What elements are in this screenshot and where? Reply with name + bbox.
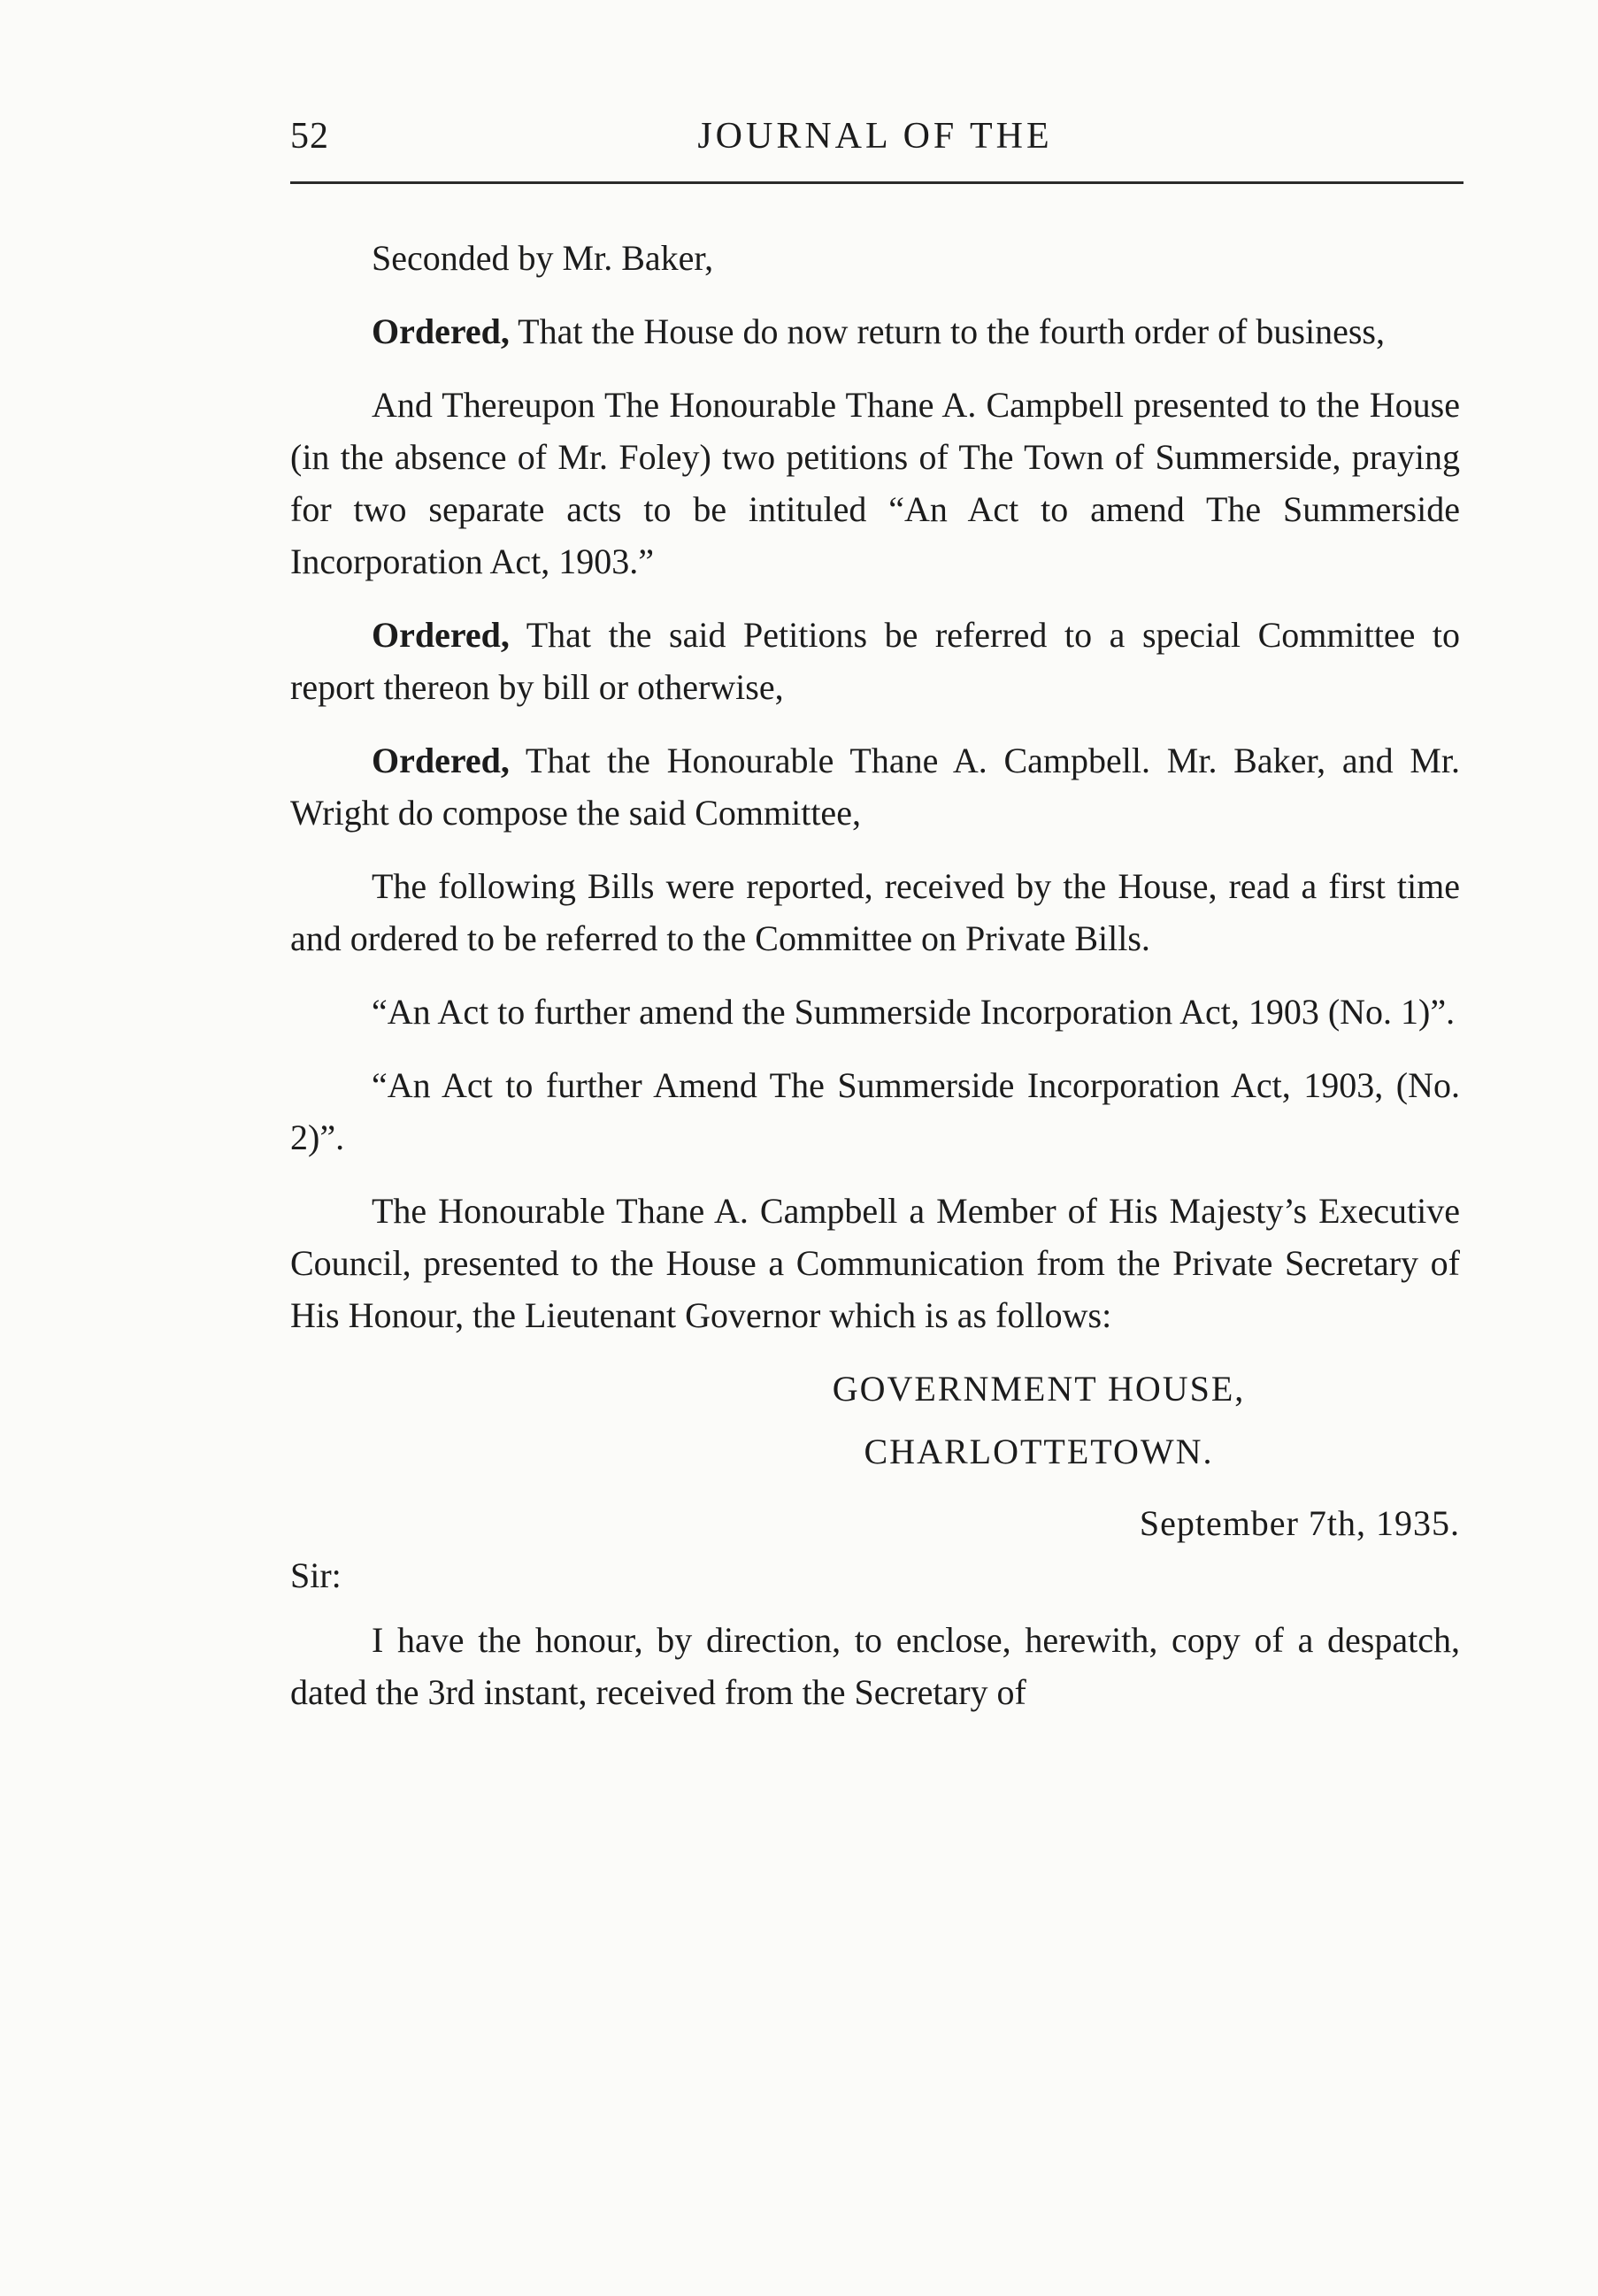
- address-line-1: GOVERNMENT HOUSE,: [832, 1369, 1246, 1409]
- address-line-2: CHARLOTTETOWN.: [864, 1432, 1214, 1471]
- paragraph-ordered-referred: Ordered, That the said Petitions be referred to a special Committee to report thereon by bill or otherwise,: [290, 615, 1460, 707]
- page-header: [290, 115, 1460, 165]
- paragraph-bills-reported: The following Bills were reported, received by the House, read a first time and ordered to be referred to the Committee on Private Bills.: [290, 866, 1460, 958]
- paragraph-ordered-return: Ordered, That the House do now return to the fourth order of business,: [372, 311, 1385, 351]
- letter-body: I have the honour, by direction, to enclose, herewith, copy of a despatch, dated the 3rd instant, received from the Secretary of: [290, 1620, 1460, 1712]
- ordered-lead: Ordered,: [372, 741, 510, 780]
- paragraph-communication: The Honourable Thane A. Campbell a Member of His Majesty’s Executive Council, presented to the House a Communication from the Private Secretary of His Honour, the Lieutenant Governor which is as follows:: [290, 1191, 1460, 1335]
- letter-salutation: Sir:: [290, 1555, 342, 1595]
- header-rule: [290, 181, 1464, 184]
- page-number: 52: [290, 116, 329, 157]
- paragraph-ordered-committee: Ordered, That the Honourable Thane A. Campbell. Mr. Baker, and Mr. Wright do compose the said Committee,: [290, 741, 1460, 833]
- ordered-lead: Ordered,: [372, 615, 510, 655]
- paragraph-bill-no2: “An Act to further Amend The Summerside Incorporation Act, 1903, (No. 2)”.: [290, 1065, 1460, 1157]
- paragraph-petitions: And Thereupon The Honourable Thane A. Campbell presented to the House (in the absence of Mr. Foley) two petitions of The Town of Summerside, praying for two separate acts to be intituled “An Act to amend The Summerside Incorporation Act, 1903.”: [290, 385, 1460, 581]
- paragraph-bill-no1: “An Act to further amend the Summerside Incorporation Act, 1903 (No. 1)”.: [372, 992, 1456, 1032]
- page-body: [290, 232, 1460, 1739]
- paragraph-seconded: Seconded by Mr. Baker,: [372, 238, 714, 278]
- letter-date: September 7th, 1935.: [1139, 1503, 1460, 1543]
- running-head: JOURNAL OF THE: [697, 116, 1053, 157]
- ordered-lead: Ordered,: [372, 311, 510, 351]
- letter-address: [618, 1363, 1460, 1478]
